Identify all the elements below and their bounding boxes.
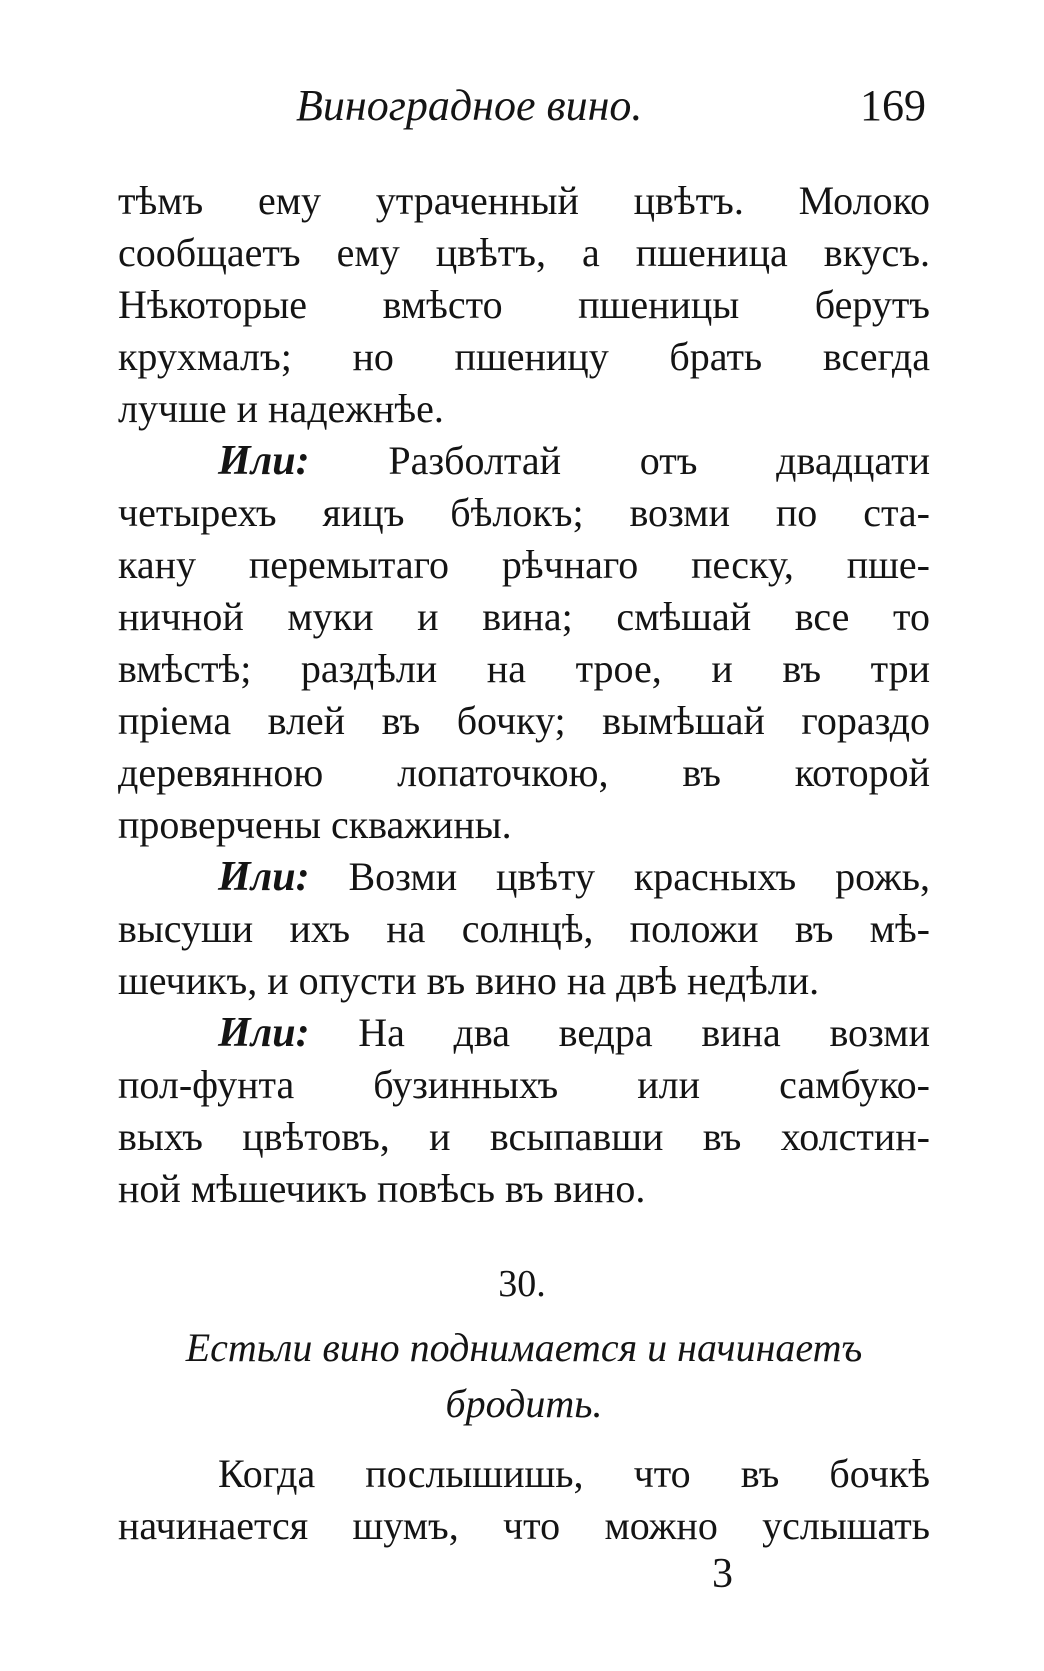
text-line: начинается шумъ, что можно услышать: [118, 1503, 930, 1548]
running-title: Виноградное вино.: [296, 81, 643, 130]
text-line: шечикъ, и опусти въ вино на двѣ недѣли.: [118, 958, 820, 1003]
paragraph-lead: Или:: [218, 438, 310, 484]
text-line: На два ведра вина возми: [358, 1010, 931, 1055]
text-line: кану перемытаго рѣчнаго песку, пше-: [118, 542, 930, 587]
body-text: [118, 175, 930, 1215]
section-body-text: [118, 1448, 930, 1552]
text-line: пол-фунта бузинныхъ или самбуко-: [118, 1062, 930, 1107]
section-number: 30.: [498, 1263, 546, 1305]
text-line: вмѣстѣ; раздѣли на трое, и въ три: [118, 646, 930, 691]
text-line: тѣмъ ему утраченный цвѣтъ. Молоко: [118, 178, 930, 223]
section-heading: [118, 1320, 930, 1432]
text-line: сообщаетъ ему цвѣтъ, а пшеница вкусъ.: [118, 230, 930, 275]
section-heading-line: бродить.: [445, 1381, 603, 1426]
text-line: ной мѣшечикъ повѣсь въ вино.: [118, 1166, 646, 1211]
text-line: лучше и надежнѣе.: [118, 386, 444, 431]
paragraph-first-line: [118, 435, 930, 487]
paragraph-first-line: [118, 1007, 930, 1059]
text-line: Когда послышишь, что въ бочкѣ: [218, 1451, 930, 1496]
text-line: высуши ихъ на солнцѣ, положи въ мѣ-: [118, 906, 930, 951]
text-line: деревянною лопаточкою, въ которой: [118, 750, 930, 795]
text-line: выхъ цвѣтовъ, и всыпавши въ холстин-: [118, 1114, 930, 1159]
text-line: проверчены скважины.: [118, 802, 512, 847]
text-line: Разболтай отъ двадцати: [388, 438, 930, 483]
paragraph-lead: Или:: [218, 1010, 310, 1056]
text-line: Нѣкоторые вмѣсто пшеницы берутъ: [118, 282, 930, 327]
text-line: крухмалъ; но пшеницу брать всегда: [118, 334, 930, 379]
text-line: ничной муки и вина; смѣшай все то: [118, 594, 930, 639]
running-head: [118, 80, 930, 140]
signature-mark: 3: [712, 1551, 733, 1597]
paragraph-lead: Или:: [218, 854, 310, 900]
section-heading-line: Естьли вино поднимается и начинаетъ: [185, 1325, 863, 1370]
paragraph-first-line: [118, 851, 930, 903]
text-line: пріема влей въ бочку; вымѣшай гораздо: [118, 698, 930, 743]
page-number: 169: [860, 81, 926, 130]
text-line: Возми цвѣту красныхъ рожь,: [348, 854, 930, 899]
text-line: четырехъ яицъ бѣлокъ; возми по ста-: [118, 490, 930, 535]
